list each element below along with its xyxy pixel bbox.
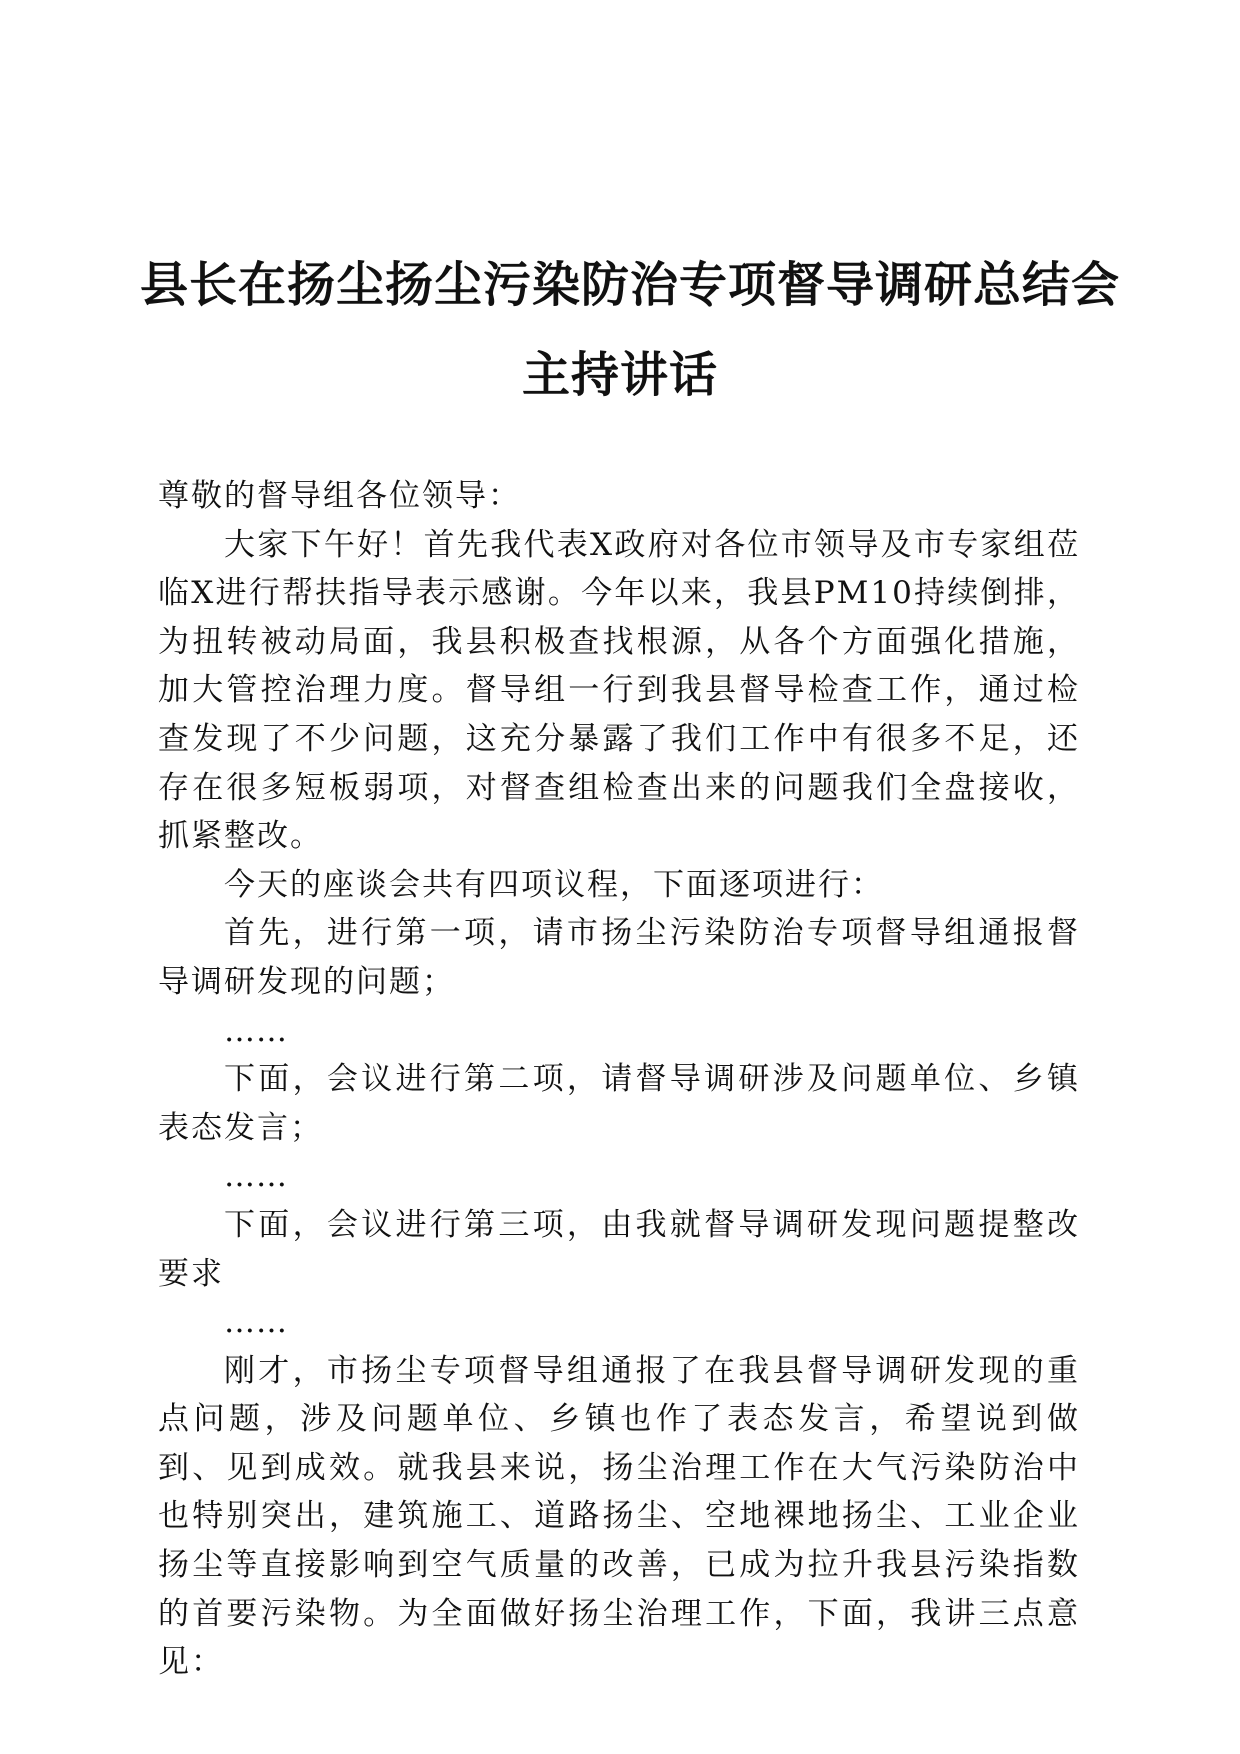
paragraph-agenda: 今天的座谈会共有四项议程，下面逐项进行： xyxy=(224,866,884,903)
document-title xyxy=(140,240,1121,420)
paragraph-item-2: 下面，会议进行第二项，请督导调研涉及问题单位、乡镇表态发言； xyxy=(158,1061,1080,1146)
paragraph-summary: 刚才，市扬尘专项督导组通报了在我县督导调研发现的重点问题，涉及问题单位、乡镇也作了表态发言，希望说到做到、见到成效。就我县来说，扬尘治理工作在大气污染防治中也特别突出，建筑施工、道路扬尘、空地裸地扬尘、工业企业扬尘等直接影响到空气质量的改善，已成为拉升我县污染指数的首要污染物。为全面做好扬尘治理工作，下面，我讲三点意见： xyxy=(158,1352,1080,1681)
paragraph-item-1: 首先，进行第一项，请市扬尘污染防治专项督导组通报督导调研发现的问题； xyxy=(158,915,1080,1000)
ellipsis-1: …… xyxy=(224,1012,288,1049)
paragraph-opening: 大家下午好！首先我代表X政府对各位市领导及市专家组莅临X进行帮扶指导表示感谢。今年以来，我县PM10持续倒排，为扭转被动局面，我县积极查找根源，从各个方面强化措施，加大管控治理力度。督导组一行到我县督导检查工作，通过检查发现了不少问题，这充分暴露了我们工作中有很多不足，还存在很多短板弱项，对督查组检查出来的问题我们全盘接收，抓紧整改。 xyxy=(158,526,1080,855)
ellipsis-2: …… xyxy=(224,1158,288,1195)
ellipsis-3: …… xyxy=(224,1304,288,1341)
title-line-2: 主持讲话 xyxy=(521,347,718,403)
salutation: 尊敬的督导组各位领导： xyxy=(158,478,521,514)
document-body xyxy=(158,472,1080,1687)
paragraph-item-3: 下面，会议进行第三项，由我就督导调研发现问题提整改要求 xyxy=(158,1206,1080,1292)
title-line-1: 县长在扬尘扬尘污染防治专项督导调研总结会 xyxy=(140,257,1121,313)
